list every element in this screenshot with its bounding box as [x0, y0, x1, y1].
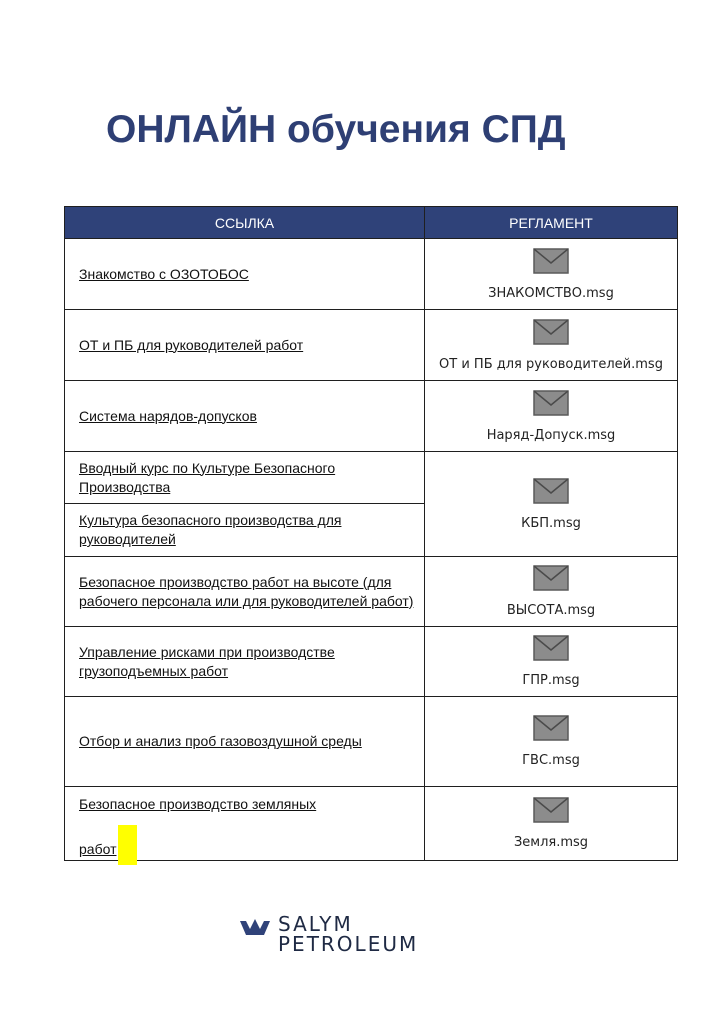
attachment-cell	[425, 310, 677, 381]
table-row	[65, 504, 425, 557]
course-link[interactable]: Безопасное производство земляных	[79, 796, 317, 812]
logo-line-2: PETROLEUM	[278, 932, 419, 956]
table-row	[65, 239, 425, 310]
table-row	[65, 697, 425, 787]
course-link[interactable]: Управление рисками при производстве грузоподъемных работ	[79, 643, 335, 679]
course-link[interactable]: Отбор и анализ проб газовоздушной среды	[79, 733, 362, 749]
column-header-link: ССЫЛКА	[65, 207, 425, 239]
attachment-filename[interactable]: Земля.msg	[513, 835, 589, 850]
table-row	[65, 310, 425, 381]
email-icon[interactable]	[533, 390, 569, 416]
attachment-cell	[425, 627, 677, 697]
course-link-continuation[interactable]: работ	[79, 840, 117, 857]
attachment-filename[interactable]: ГПР.msg	[522, 673, 580, 688]
table-row	[65, 627, 425, 697]
table-row	[65, 381, 425, 452]
course-link[interactable]: Система нарядов-допусков	[79, 407, 257, 424]
training-table	[64, 206, 678, 861]
attachment-cell	[425, 787, 677, 860]
email-icon[interactable]	[533, 635, 569, 661]
course-link[interactable]: Вводный курс по Культуре Безопасного Производства	[79, 459, 336, 495]
email-icon[interactable]	[533, 248, 569, 274]
email-icon[interactable]	[533, 797, 569, 823]
table-row	[65, 452, 425, 504]
page-title: ОНЛАЙН обучения СПД	[106, 108, 566, 151]
email-icon[interactable]	[533, 715, 569, 741]
attachment-filename[interactable]: ВЫСОТА.msg	[506, 603, 596, 618]
course-link[interactable]: Культура безопасного производства для руководителей	[79, 512, 342, 547]
logo-line-1: SALYM	[278, 912, 353, 936]
attachment-filename[interactable]: КБП.msg	[521, 515, 581, 531]
attachment-filename[interactable]: ОТ и ПБ для руководителей.msg	[439, 356, 663, 372]
highlight-marker	[118, 825, 137, 865]
attachment-filename[interactable]: ГВС.msg	[522, 753, 580, 768]
table-row	[65, 787, 425, 860]
attachment-cell	[425, 557, 677, 627]
attachment-filename[interactable]: ЗНАКОМСТВО.msg	[488, 285, 614, 301]
attachment-filename[interactable]: Наряд-Допуск.msg	[486, 427, 616, 443]
salym-crown-icon	[240, 917, 270, 937]
course-link[interactable]: Безопасное производство работ на высоте (для рабочего персонала или для руководителей работ)	[79, 573, 414, 609]
attachment-cell	[425, 239, 677, 310]
email-icon[interactable]	[533, 319, 569, 345]
column-header-regulation: РЕГЛАМЕНТ	[425, 207, 677, 239]
course-link[interactable]: Знакомство с ОЗОТОБОС	[79, 265, 249, 282]
company-logo	[240, 914, 418, 954]
attachment-cell	[425, 381, 677, 452]
table-row	[65, 557, 425, 627]
email-icon[interactable]	[533, 565, 569, 591]
course-link[interactable]: ОТ и ПБ для руководителей работ	[79, 336, 304, 353]
attachment-cell	[425, 452, 677, 557]
email-icon[interactable]	[533, 478, 569, 504]
attachment-cell	[425, 697, 677, 787]
